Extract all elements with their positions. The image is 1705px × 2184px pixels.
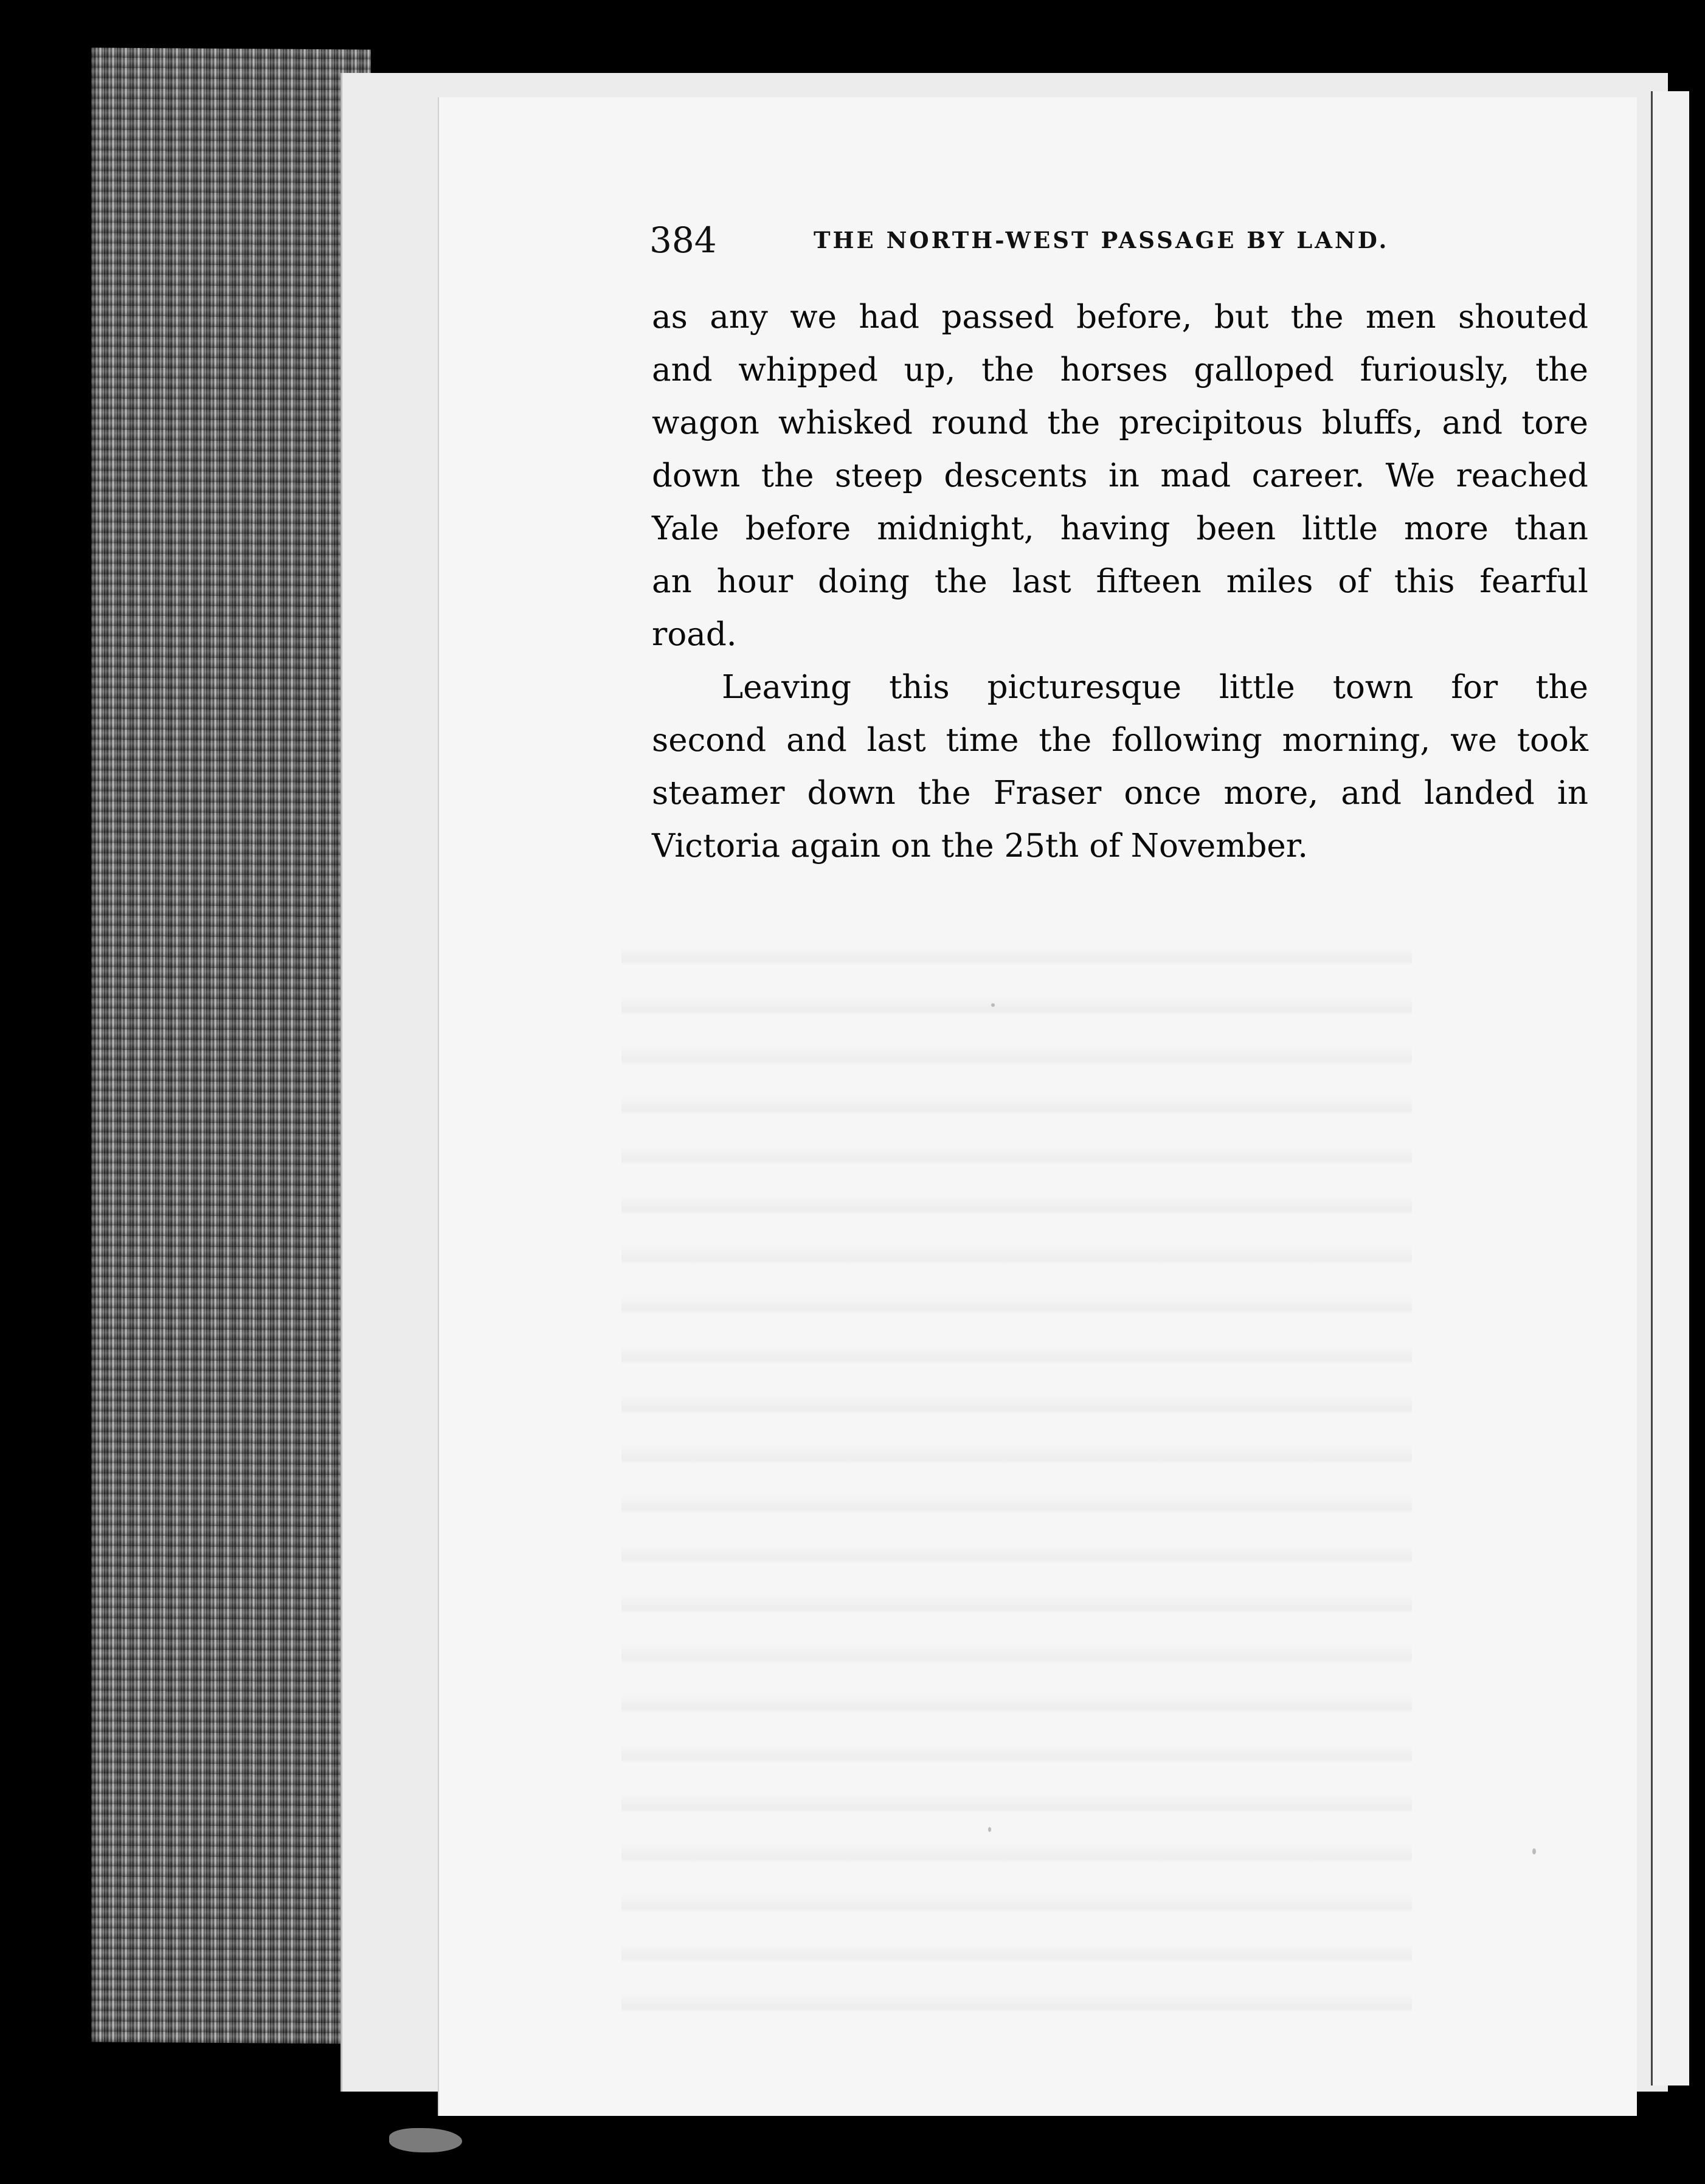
text-line: Leaving this picturesque little town for the: [722, 669, 1588, 706]
body-text: [652, 291, 1588, 873]
paragraph-2: [652, 661, 1588, 873]
text-line: as any we had passed before, but the men shouted: [652, 299, 1588, 336]
facing-page-edge: [1651, 91, 1689, 2086]
paper-speck: [988, 1827, 991, 1832]
paper-speck: [991, 1003, 995, 1007]
running-head: [649, 216, 1440, 264]
page-number: 384: [649, 219, 717, 261]
text-line: and whipped up, the horses galloped furiously, the: [652, 351, 1588, 389]
scan-smudge: [389, 2128, 462, 2152]
text-line: down the steep descents in mad career. We reached: [652, 457, 1588, 494]
paragraph-1: [652, 291, 1588, 661]
paper-speck: [1532, 1848, 1536, 1854]
text-line: road.: [652, 616, 737, 653]
running-title: THE NORTH-WEST PASSAGE BY LAND.: [814, 227, 1389, 254]
text-line: second and last time the following morning, we took: [652, 722, 1588, 759]
text-line: Victoria again on the 25th of November.: [652, 828, 1309, 865]
book-page-edges: [91, 47, 371, 2044]
text-line: wagon whisked round the precipitous bluffs, and tore: [652, 404, 1588, 441]
text-line: steamer down the Fraser once more, and landed in: [652, 775, 1588, 812]
text-line: Yale before midnight, having been little more than: [652, 510, 1588, 547]
text-line: an hour doing the last fifteen miles of this fearful: [652, 563, 1588, 600]
